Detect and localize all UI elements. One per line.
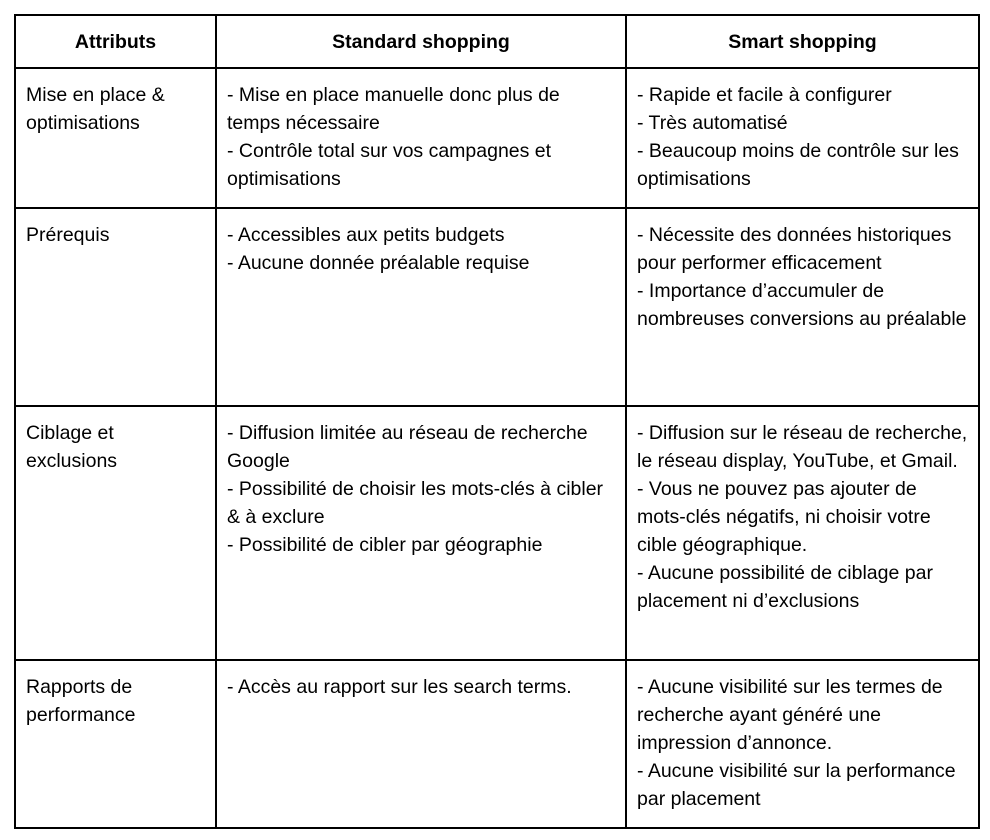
bullet-text: - Possibilité de choisir les mots-clés à cibler & à exclure — [227, 478, 604, 528]
bullet-text: - Nécessite des données historiques pour performer efficacement — [637, 224, 952, 274]
bullet-text: - Contrôle total sur vos campagnes et optimisations — [227, 140, 552, 190]
header-row — [15, 15, 979, 68]
bullet-text: - Rapide et facile à configurer — [637, 84, 892, 106]
smart-cell — [626, 660, 979, 828]
smart-cell — [626, 406, 979, 660]
header-smart-shopping: Smart shopping — [626, 15, 979, 68]
bullet-text: - Aucune visibilité sur la performance par placement — [637, 760, 956, 810]
bullet-text: - Vous ne pouvez pas ajouter de mots-clés négatifs, ni choisir votre cible géographique. — [637, 478, 931, 556]
bullet-text: - Aucune possibilité de ciblage par placement ni d’exclusions — [637, 562, 933, 612]
attribute-cell: Prérequis — [15, 208, 216, 406]
standard-cell — [216, 660, 626, 828]
bullet-text: - Très automatisé — [637, 112, 788, 134]
standard-cell — [216, 208, 626, 406]
bullet-text: - Possibilité de cibler par géographie — [227, 534, 543, 556]
header-standard-shopping: Standard shopping — [216, 15, 626, 68]
bullet-text: - Accès au rapport sur les search terms. — [227, 676, 572, 698]
comparison-table — [14, 14, 980, 829]
attribute-cell: Mise en place & optimisations — [15, 68, 216, 208]
table-row — [15, 208, 979, 406]
smart-cell — [626, 68, 979, 208]
bullet-text: - Aucune visibilité sur les termes de recherche ayant généré une impression d’annonce. — [637, 676, 943, 754]
header-attributes: Attributs — [15, 15, 216, 68]
standard-cell — [216, 68, 626, 208]
table-row — [15, 406, 979, 660]
bullet-text: - Aucune donnée préalable requise — [227, 252, 530, 274]
bullet-text: - Diffusion sur le réseau de recherche, le réseau display, YouTube, et Gmail. — [637, 422, 968, 472]
attribute-cell: Ciblage et exclusions — [15, 406, 216, 660]
bullet-text: - Mise en place manuelle donc plus de temps nécessaire — [227, 84, 560, 134]
bullet-text: - Accessibles aux petits budgets — [227, 224, 505, 246]
bullet-text: - Diffusion limitée au réseau de recherche Google — [227, 422, 588, 472]
standard-cell — [216, 406, 626, 660]
attribute-cell: Rapports de performance — [15, 660, 216, 828]
smart-cell — [626, 208, 979, 406]
table-row — [15, 660, 979, 828]
bullet-text: - Beaucoup moins de contrôle sur les optimisations — [637, 140, 959, 190]
bullet-text: - Importance d’accumuler de nombreuses conversions au préalable — [637, 280, 967, 330]
table-row — [15, 68, 979, 208]
